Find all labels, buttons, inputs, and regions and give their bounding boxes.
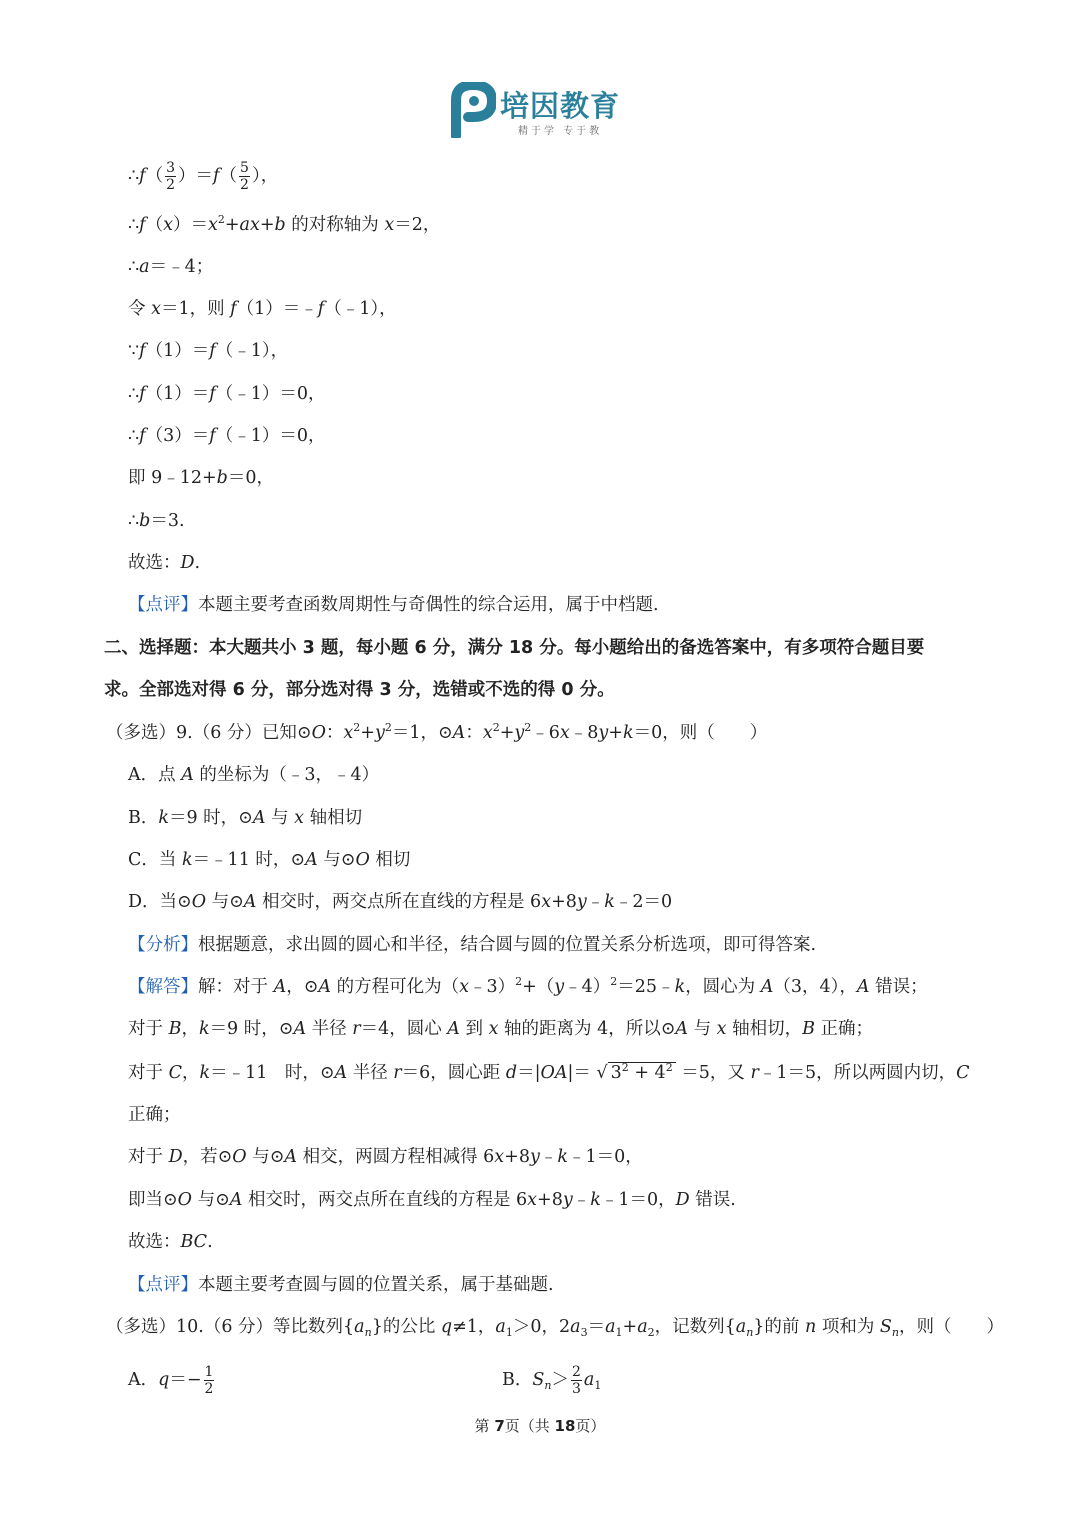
comment-line: 【点评】本题主要考查函数周期性与奇偶性的综合运用，属于中档题. [128,595,659,615]
solution-line: 对于 B，k＝9 时，⊙A 半径 r＝4，圆心 A 到 x 轴的距离为 4，所以⊙A 与 x 轴相切，B 正确； [128,1019,874,1039]
section-heading-cont: 求。全部选对得 6 分，部分选对得 3 分，选错或不选的得 0 分。 [104,680,615,700]
p-logo-icon [450,82,496,138]
solution-tag: 【解答】 [128,977,198,997]
fraction: $\frac{2}{3}$ [571,1364,581,1397]
solution-line: 对于 C，k＝﹣11 时，⊙A 半径 r＝6，圆心距 d＝|OA|＝ √ $3^2 + 4^2 =5$，又 r﹣1＝5，所以两圆内切，C [128,1061,970,1083]
solution-line: 对于 D，若⊙O 与⊙A 相交，两圆方程相减得 6x+8y﹣k﹣1＝0， [128,1147,643,1167]
comment-tag: 【点评】 [128,595,198,615]
solution-line: 即 9﹣12+b＝0， [128,468,274,488]
question-9-stem: （多选）9.（6 分）已知⊙O：$x^2+y^2=1$，⊙A：$x^2+y^2﹣6x﹣8y+k=0$，则（ ） [106,721,768,743]
solution-line: 令 x＝1，则 f（1）＝﹣f（﹣1）， [128,299,397,319]
solution-line: ∴f（3）＝f（﹣1）＝0， [128,426,326,446]
solution-line: ∴b＝3. [128,511,185,531]
solution-line: ∴f（ $\frac{3}{2}$ ）＝f（ $\frac{5}{2}$ ）， [128,160,279,193]
solution-line: ∴f（1）＝f（﹣1）＝0， [128,384,326,404]
answer-line: 故选：D. [128,553,201,573]
solution-line: 正确； [128,1105,181,1125]
option-d: D．当⊙O 与⊙A 相交时，两交点所在直线的方程是 6x+8y﹣k﹣2＝0 [128,892,673,912]
sqrt-sign: √ [596,1063,608,1083]
solution-line: ∴a＝﹣4； [128,257,214,277]
option-b: B．k＝9 时，⊙A 与 x 轴相切 [128,808,363,828]
brand-name: 培因教育 [500,89,621,123]
page-footer: 第 7页（共 18页） [474,1417,606,1435]
answer-line: 故选：BC. [128,1232,213,1252]
solution-line: ∵f（1）＝f（﹣1）， [128,341,289,361]
brand-logo [450,80,650,142]
question-10-stem: （多选）10.（6 分）等比数列$\{a_n\}$的公比 q≠1，$a_1>0$，$2a_3=a_1+a_2$，记数列$\{a_n\}$的前 n 项和为 $S_n$，则（ ） [106,1317,1005,1339]
brand-slogan: 精于学 专于教 [518,126,603,137]
analysis-line: 【分析】根据题意，求出圆的圆心和半径，结合圆与圆的位置关系分析选项，即可得答案. [128,935,817,955]
solution-line: 【解答】解：对于 A，⊙A 的方程可化为（x﹣3）$^2$+（y﹣4）$^2$＝25﹣k，圆心为 A（3，4），A 错误； [128,975,928,997]
option-a: A．点 A 的坐标为（﹣3，﹣4） [128,765,380,785]
comment-tag: 【点评】 [128,1275,198,1295]
fraction: $\frac{5}{2}$ [240,160,249,193]
option-a: A．q＝− $\frac{1}{2}$ [128,1364,214,1397]
solution-line: $\therefore f(x)=x^2+ax+b$ 的对称轴为 x＝2， [128,213,441,235]
analysis-tag: 【分析】 [128,935,198,955]
sqrt-body: $3^2 + 4^2$ [608,1062,676,1083]
fraction: $\frac{1}{2}$ [204,1364,214,1397]
fraction: $\frac{3}{2}$ [166,160,176,193]
option-b: B．$S_n>$ $\frac{2}{3}$ $a_1$ [502,1364,602,1397]
option-c: C．当 k＝﹣11 时，⊙A 与⊙O 相切 [128,850,411,870]
comment-line: 【点评】本题主要考查圆与圆的位置关系，属于基础题. [128,1275,554,1295]
section-heading: 二、选择题：本大题共小 3 题，每小题 6 分，满分 18 分。每小题给出的备选答案中，有多项符合题目要 [104,638,925,658]
solution-line: 即当⊙O 与⊙A 相交时，两交点所在直线的方程是 6x+8y﹣k﹣1＝0，D 错误. [128,1190,736,1210]
